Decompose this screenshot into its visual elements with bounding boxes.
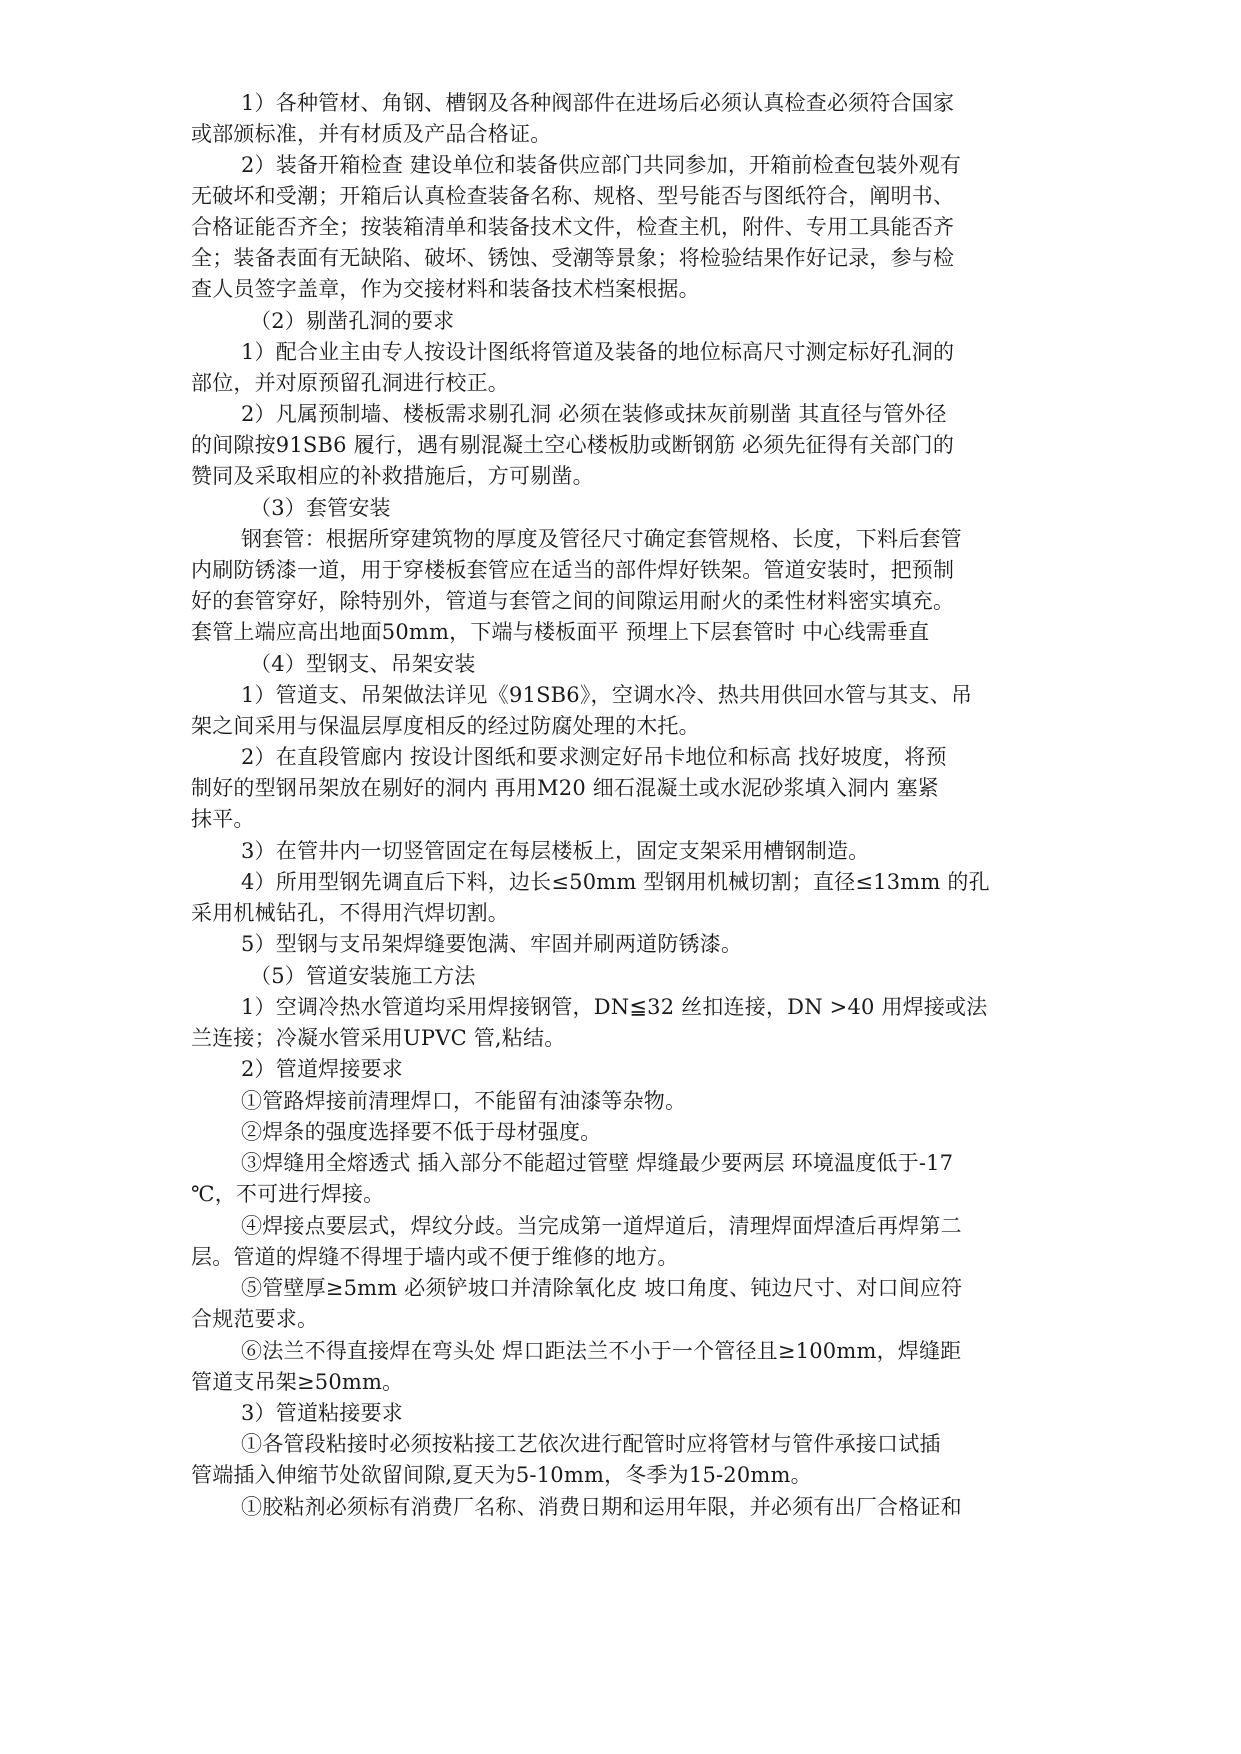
text-line: ⑤管壁厚≥5mm 必须铲坡口并清除氧化皮 坡口角度、钝边尺寸、对口间应符: [241, 1276, 963, 1300]
text-line: 1）管道支、吊架做法详见《91SB6》，空调水冷、热共用供回水管与其支、吊: [241, 683, 973, 707]
text-line: 5）型钢与支吊架焊缝要饱满、牢固并刷两道防锈漆。: [241, 932, 743, 956]
text-line: 或部颁标准，并有材质及产品合格证。: [191, 122, 552, 146]
text-line: 2）管道焊接要求: [241, 1057, 403, 1081]
text-line: 好的套管穿好，除特别外，管道与套管之间的间隙运用耐火的柔性材料密实填充。: [191, 589, 955, 613]
text-line: 套管上端应高出地面50mm，下端与楼板面平 预埋上下层套管时 中心线需垂直: [191, 620, 930, 644]
text-line: 钢套管：根据所穿建筑物的厚度及管径尺寸确定套管规格、长度，下料后套管: [241, 527, 962, 551]
text-line: ①管路焊接前清理焊口，不能留有油漆等杂物。: [241, 1089, 687, 1113]
text-line: 兰连接；冷凝水管采用UPVC 管,粘结。: [191, 1026, 566, 1050]
text-line: 制好的型钢吊架放在剔好的洞内 再用M20 细石混凝土或水泥砂浆填入洞内 塞紧: [191, 776, 939, 800]
text-line: 全；装备表面有无缺陷、破坏、锈蚀、受潮等景象；将检验结果作好记录，参与检: [191, 246, 955, 270]
text-line: 抹平。: [191, 807, 255, 831]
text-line: 查人员签字盖章，作为交接材料和装备技术档案根据。: [191, 277, 700, 301]
section-heading: （5）管道安装施工方法: [250, 964, 476, 988]
text-line: 层。管道的焊缝不得埋于墙内或不便于维修的地方。: [191, 1245, 679, 1269]
text-line: 1）各种管材、角钢、槽钢及各种阀部件在进场后必须认真检查必须符合国家: [241, 91, 955, 115]
text-line: 1）配合业主由专人按设计图纸将管道及装备的地位标高尺寸测定标好孔洞的: [241, 340, 955, 364]
text-line: 4）所用型钢先调直后下料，边长≤50mm 型钢用机械切割；直径≤13mm 的孔: [241, 870, 990, 894]
text-line: 2）装备开箱检查 建设单位和装备供应部门共同参加，开箱前检查包装外观有: [241, 153, 962, 177]
text-line: 管端插入伸缩节处欲留间隙,夏天为5-10mm，冬季为15-20mm。: [191, 1463, 812, 1487]
text-line: ①胶粘剂必须标有消费厂名称、消费日期和运用年限，并必须有出厂合格证和: [241, 1495, 962, 1519]
text-line: 内刷防锈漆一道，用于穿楼板套管应在适当的部件焊好铁架。管道安装时，把预制: [191, 558, 955, 582]
text-line: ℃，不可进行焊接。: [191, 1182, 385, 1206]
text-line: 的间隙按91SB6 履行，遇有剔混凝土空心楼板肋或断钢筋 必须先征得有关部门的: [191, 433, 955, 457]
text-line: 2）在直段管廊内 按设计图纸和要求测定好吊卡地位和标高 找好坡度，将预: [241, 745, 947, 769]
text-line: 1）空调冷热水管道均采用焊接钢管，DN≦32 丝扣连接，DN >40 用焊接或法: [241, 995, 988, 1019]
text-line: 部位，并对原预留孔洞进行校正。: [191, 371, 509, 395]
text-line: 合规范要求。: [191, 1307, 319, 1331]
text-line: 架之间采用与保温层厚度相反的经过防腐处理的木托。: [191, 714, 700, 738]
section-heading: （2）剔凿孔洞的要求: [250, 309, 455, 333]
text-line: ③焊缝用全熔透式 插入部分不能超过管壁 焊缝最少要两层 环境温度低于-17: [241, 1151, 954, 1175]
text-line: 合格证能否齐全；按装箱清单和装备技术文件，检查主机，附件、专用工具能否齐: [191, 215, 955, 239]
text-line: 无破坏和受潮；开箱后认真检查装备名称、规格、型号能否与图纸符合，阐明书、: [191, 184, 955, 208]
section-heading: （3）套管安装: [250, 496, 391, 520]
text-line: 采用机械钻孔，不得用汽焊切割。: [191, 901, 509, 925]
text-line: 赞同及采取相应的补救措施后，方可剔凿。: [191, 464, 594, 488]
text-line: 3）管道粘接要求: [241, 1401, 403, 1425]
text-line: 管道支吊架≥50mm。: [191, 1370, 404, 1394]
text-line: ⑥法兰不得直接焊在弯头处 焊口距法兰不小于一个管径且≥100mm，焊缝距: [241, 1339, 962, 1363]
text-line: ①各管段粘接时必须按粘接工艺依次进行配管时应将管材与管件承接口试插: [241, 1432, 941, 1456]
text-line: ②焊条的强度选择要不低于母材强度。: [241, 1120, 602, 1144]
text-line: ④焊接点要层式，焊纹分歧。当完成第一道焊道后，清理焊面焊渣后再焊第二: [241, 1214, 962, 1238]
text-line: 3）在管井内一切竖管固定在每层楼板上，固定支架采用槽钢制造。: [241, 839, 870, 863]
text-line: 2）凡属预制墙、楼板需求剔孔洞 必须在装修或抹灰前剔凿 其直径与管外径: [241, 402, 947, 426]
section-heading: （4）型钢支、吊架安装: [250, 652, 476, 676]
